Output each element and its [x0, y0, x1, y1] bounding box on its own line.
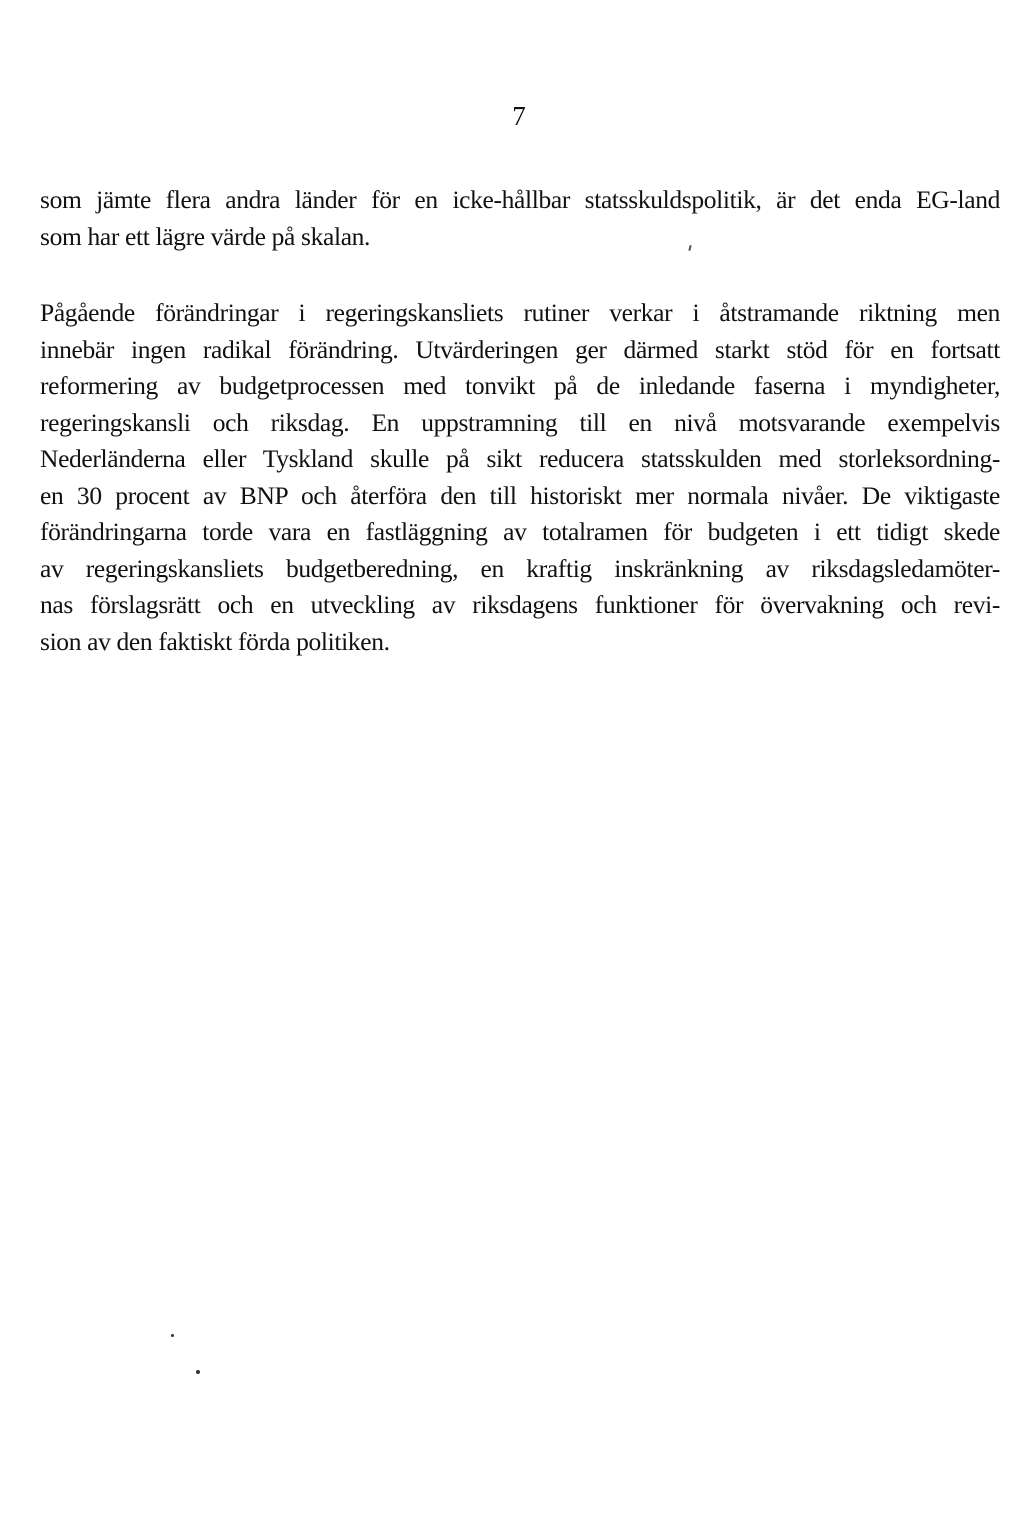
scan-speck	[171, 1334, 174, 1337]
text-line: som har ett lägre värde på skalan.	[40, 221, 371, 251]
text-line: nas förslagsrätt och en utveckling av riksdagens funktioner för övervakning och revi-	[40, 590, 1000, 619]
text-line: Pågående förändringar i regeringskansliets rutiner verkar i åtstramande riktning men	[40, 298, 1000, 327]
text-line: en 30 procent av BNP och återföra den till historiskt mer normala nivåer. De viktigaste	[40, 480, 1000, 510]
text-line: förändringarna torde vara en fastläggning av totalramen för budgeten i ett tidigt skede	[40, 517, 1000, 546]
text-line: som jämte flera andra länder för en icke-hållbar statsskuldspolitik, är det enda EG-land	[40, 185, 1000, 214]
scan-speck	[196, 1370, 200, 1374]
text-line: reformering av budgetprocessen med tonvikt på de inledande faserna i myndigheter,	[40, 371, 1000, 400]
text-line: innebär ingen radikal förändring. Utvärderingen ger därmed starkt stöd för en fortsatt	[40, 334, 1000, 364]
page-number: 7	[512, 101, 526, 131]
text-line: sion av den faktiskt förda politiken.	[40, 626, 390, 656]
text-line: regeringskansli och riksdag. En uppstramning till en nivå motsvarande exempelvis	[40, 407, 1000, 437]
text-line: Nederländerna eller Tyskland skulle på sikt reducera statsskulden med storleksordning-	[40, 444, 1000, 473]
paragraph-1	[40, 182, 1000, 255]
paragraph-2	[40, 295, 1000, 660]
text-line: av regeringskansliets budgetberedning, en kraftig inskränkning av riksdagsledamöter-	[40, 553, 1000, 583]
